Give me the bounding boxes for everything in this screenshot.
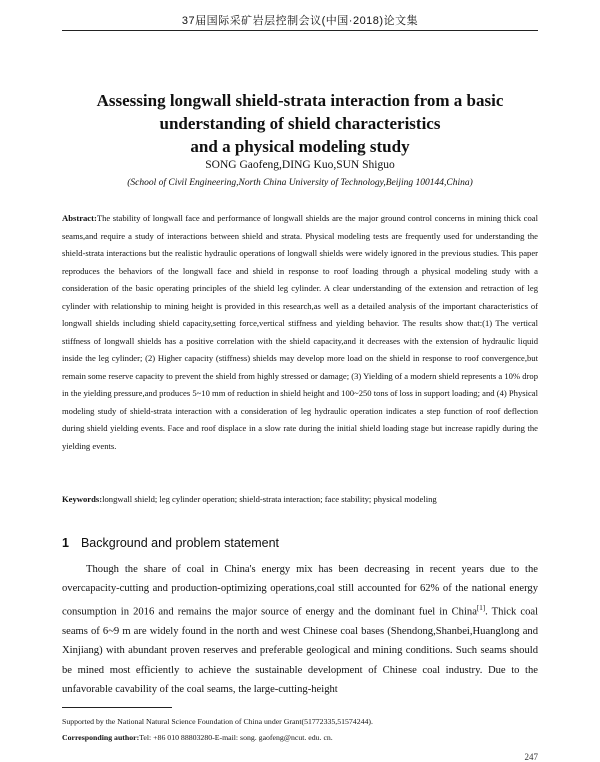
abstract-text: The stability of longwall face and performance of longwall shields are the major ground control concerns in mining thick coal seams,and require a study of interactions between shield and strata. Physical modeling tests are frequently used for understanding the shield-strata interactions but the realistic hydraulic operations of longwall shields were widely ignored in the previous studies. This paper reproduces the behaviors of the longwall face and shield in response to roof loading through a physical modeling study with a consideration of the basic operating principles of the shield leg cylinder. A clear understanding of the extension and retraction of leg cylinder with relationship to mining height is provided in this research,as well as a detailed analysis of the important characteristics of longwall shields including shield capacity,setting force,vertical stiffness and yielding behavior. The results show that:(1) The vertical stiffness of longwall shields has a positive correlation with the shield capacity,and it decreases with the extension of hydraulic liquid inside the leg cylinder; (2) Higher capacity (stiffness) shields may develop more load on the shield in response to roof convergence,but remain some reserve capacity to prevent the shield from highly stressed or damage; (3) Yielding of a modern shield represents a 10% drop in the yielding pressure,and produces 5~10 mm of reduction in shield height and 100~250 tons of loss in support loading; and (4) Physical modeling study of shield-strata interaction with a consideration of leg hydraulic operation indicates a step function of roof deflection during shield yielding events. Face and roof displace in a slow rate during the initial shield loading stage but increase rapidly during the yielding events. [62,213,538,451]
keywords [62,492,538,506]
section-heading [62,536,279,550]
page-number: 247 [524,752,538,762]
title-line-1: Assessing longwall shield-strata interaction from a basic [96,91,504,110]
corresponding-note [62,730,538,746]
running-header: 37届国际采矿岩层控制会议(中国·2018)论文集 [181,15,419,27]
keywords-text: longwall shield; leg cylinder operation; shield-strata interaction; face stability; physical modeling [102,494,437,504]
corresponding-text: Tel: +86 010 88803280-E-mail: song. gaofeng@ncut. edu. cn. [139,733,333,742]
section-number: 1 [62,536,69,550]
title-line-3: and a physical modeling study [190,137,410,156]
citation-ref: [1] [476,603,486,612]
funding-note: Supported by the National Natural Science Foundation of China under Grant(51772335,51574244). [62,717,373,726]
abstract-label: Abstract: [62,213,97,223]
affiliation: (School of Civil Engineering,North China University of Technology,Beijing 100144,China) [127,178,473,188]
footnotes [62,714,538,746]
body-text-part-1: Though the share of coal in China's energy mix has been decreasing in recent years due to the overcapacity-cutting and production-optimizing operations,coal still accounted for 62% of the national energy consumption in 2016 and remains the major source of energy and the dominant fuel in China [62,564,538,618]
title-line-2: understanding of shield characteristics [159,114,441,133]
body-text-part-2: . Thick coal seams of 6~9 m are widely found in the north and west Chinese coal bases (Shendong,Shanbei,Huanglong and Xinjiang) with abundant proven reserves and preferable geological and mining conditions. Such seams should be mined most efficiently to achieve the sustainable development of Chinese coal industry. Due to the unfavorable cavability of the coal seams, the large-cutting-height [62,606,539,695]
keywords-label: Keywords: [62,494,103,504]
author-list: SONG Gaofeng,DING Kuo,SUN Shiguo [205,159,395,171]
header-rule [62,30,538,31]
footnote-rule [62,707,172,708]
corresponding-label: Corresponding author: [62,733,140,742]
paper-title [60,89,540,158]
section-title: Background and problem statement [80,536,279,550]
abstract [62,210,538,455]
body-paragraph [62,560,538,699]
